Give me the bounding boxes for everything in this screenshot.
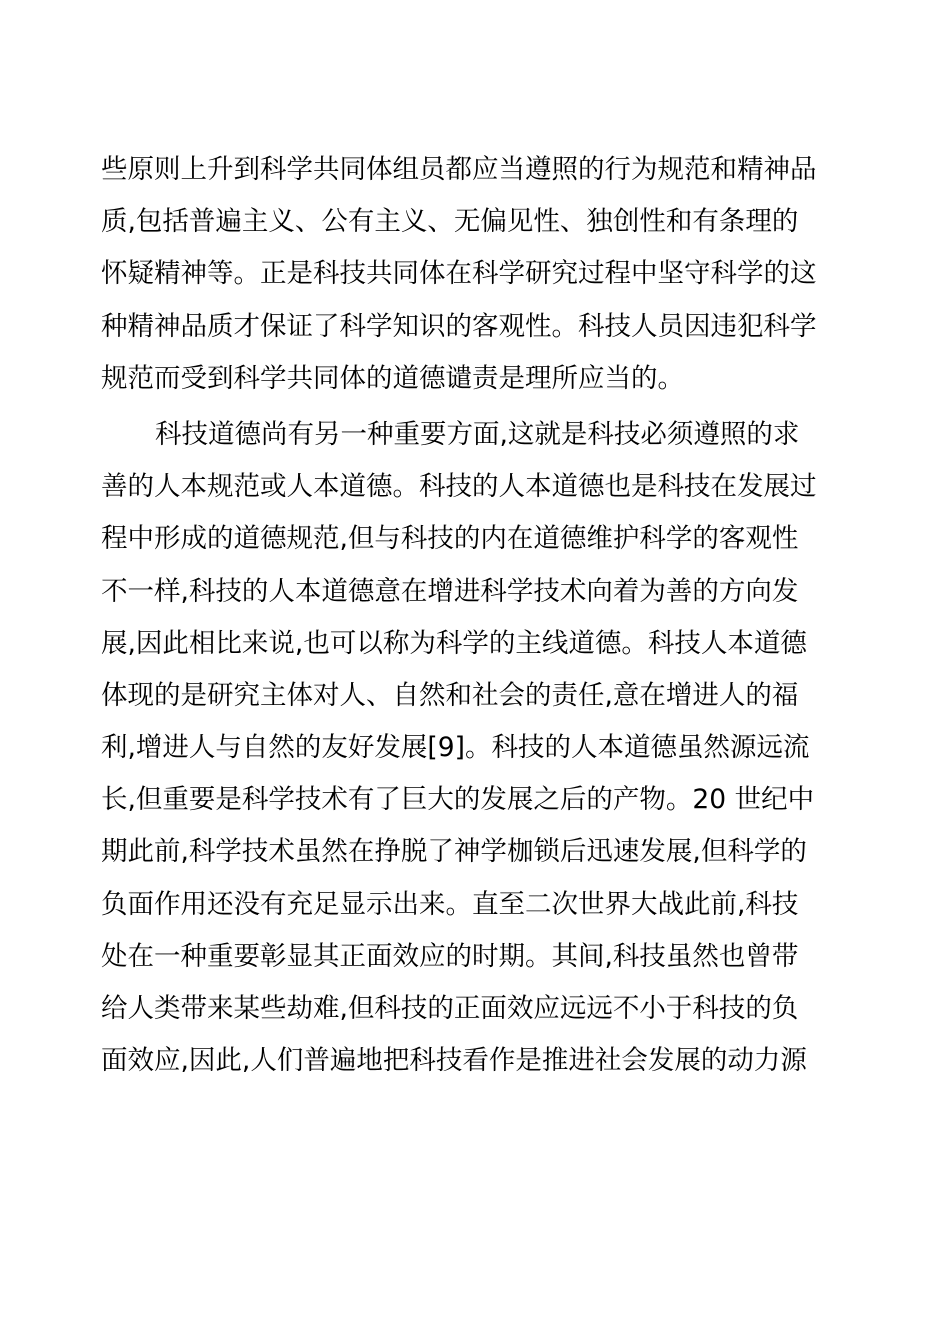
text-line: 不一样,科技的人本道德意在增进科学技术向着为善的方向发 <box>101 575 799 607</box>
text-line: 体现的是研究主体对人、自然和社会的责任,意在增进人的福 <box>101 679 799 711</box>
text-line: 善的人本规范或人本道德。科技的人本道德也是科技在发展过 <box>101 471 817 503</box>
paragraph-1 <box>101 144 861 405</box>
text-line: 质,包括普遍主义、公有主义、无偏见性、独创性和有条理的 <box>101 206 799 238</box>
text-line: 期此前,科学技术虽然在挣脱了神学枷锁后迅速发展,但科学的 <box>101 836 807 868</box>
text-line: 些原则上升到科学共同体组员都应当遵照的行为规范和精神品 <box>101 154 817 185</box>
paragraph-2 <box>101 409 861 1087</box>
text-line: 规范而受到科学共同体的道德谴责是理所应当的。 <box>101 362 684 394</box>
text-line: 负面作用还没有充足显示出来。直至二次世界大战此前,科技 <box>101 888 799 920</box>
text-line: 长,但重要是科学技术有了巨大的发展之后的产物。20 世纪中 <box>101 784 815 816</box>
text-line-indented: 科技道德尚有另一种重要方面,这就是科技必须遵照的求 <box>155 418 800 450</box>
text-line: 利,增进人与自然的友好发展[9]。科技的人本道德虽然源远流 <box>101 732 810 764</box>
text-line: 展,因此相比来说,也可以称为科学的主线道德。科技人本道德 <box>101 627 807 659</box>
text-line: 处在一种重要彰显其正面效应的时期。其间,科技虽然也曾带 <box>101 940 799 972</box>
text-line: 怀疑精神等。正是科技共同体在科学研究过程中坚守科学的这 <box>101 258 817 290</box>
text-line: 给人类带来某些劫难,但科技的正面效应远远不小于科技的负 <box>101 993 799 1024</box>
document-body <box>101 144 861 1087</box>
text-line: 种精神品质才保证了科学知识的客观性。科技人员因违犯科学 <box>101 310 817 342</box>
text-line: 面效应,因此,人们普遍地把科技看作是推进社会发展的动力源 <box>101 1045 807 1077</box>
text-line: 程中形成的道德规范,但与科技的内在道德维护科学的客观性 <box>101 523 799 555</box>
